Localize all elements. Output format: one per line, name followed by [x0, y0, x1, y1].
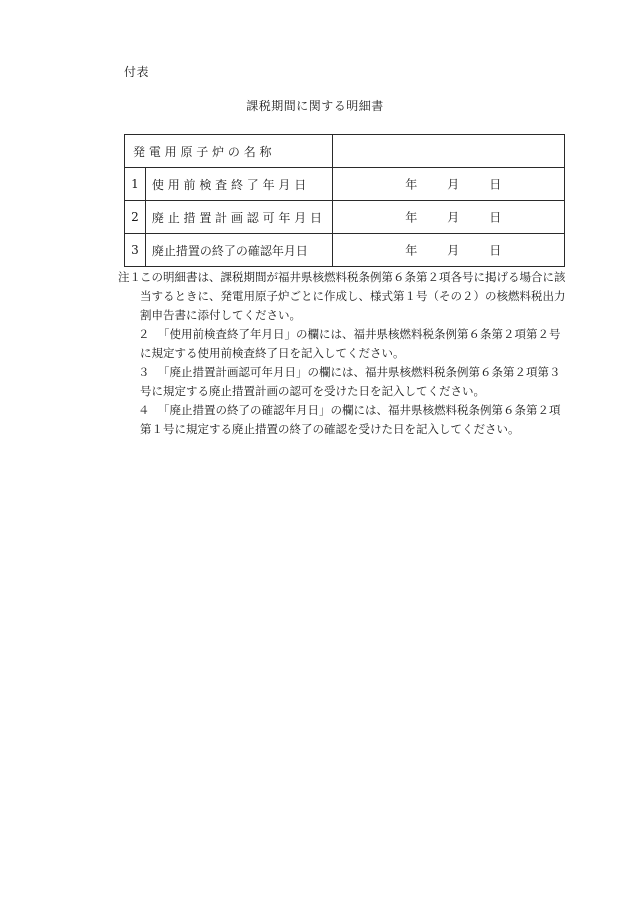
note-text: 「廃止措置の終了の確認年月日」の欄には、福井県核燃料税条例第６条第２項第１号に規定する廃止措置の終了の確認を受けた日を記入してください。 — [140, 403, 561, 436]
day-unit: 日 — [489, 243, 502, 258]
note-item — [118, 401, 568, 439]
reactor-name-label: 発 電 用 原 子 炉 の 名 称 — [125, 135, 333, 168]
note-number: 注１ — [118, 270, 141, 284]
day-unit: 日 — [489, 177, 502, 192]
row-number: 2 — [125, 201, 146, 234]
row-item-label: 廃止措置の終了の確認年月日 — [145, 234, 332, 267]
note-number: ４ — [138, 403, 150, 417]
note-text: 「廃止措置計画認可年月日」の欄には、福井県核燃料税条例第６条第２項第３号に規定する廃止措置計画の認可を受けた日を記入してください。 — [140, 365, 561, 398]
table-row — [125, 201, 565, 234]
row-item-label: 廃 止 措 置 計 画 認 可 年 月 日 — [145, 201, 332, 234]
year-unit: 年 — [405, 243, 418, 258]
note-text: 「使用前検査終了年月日」の欄には、福井県核燃料税条例第６条第２項第２号に規定する使用前検査終了日を記入してください。 — [140, 327, 561, 360]
month-unit: 月 — [447, 210, 460, 225]
detail-table — [124, 134, 565, 267]
document-title: 課税期間に関する明細書 — [246, 99, 384, 113]
year-unit: 年 — [405, 210, 418, 225]
date-field[interactable] — [333, 168, 565, 201]
table-header-row — [125, 135, 565, 168]
row-number: 3 — [125, 234, 146, 267]
day-unit: 日 — [489, 210, 502, 225]
table-row — [125, 168, 565, 201]
table-row — [125, 234, 565, 267]
year-unit: 年 — [405, 177, 418, 192]
note-number: ２ — [138, 327, 150, 341]
note-number: ３ — [138, 365, 150, 379]
note-item — [118, 363, 568, 401]
notes-section — [118, 268, 568, 439]
attachment-label: 付表 — [124, 65, 150, 79]
row-item-label: 使 用 前 検 査 終 了 年 月 日 — [145, 168, 332, 201]
row-number: 1 — [125, 168, 146, 201]
reactor-name-value[interactable] — [333, 135, 565, 168]
note-item — [118, 325, 568, 363]
note-text: この明細書は、課税期間が福井県核燃料税条例第６条第２項各号に掲げる場合に該当するときに、発電用原子炉ごとに作成し、様式第１号（その２）の核燃料税出力割申告書に添付してください。 — [140, 270, 566, 322]
note-item — [118, 268, 568, 325]
date-field[interactable] — [333, 234, 565, 267]
month-unit: 月 — [447, 177, 460, 192]
date-field[interactable] — [333, 201, 565, 234]
month-unit: 月 — [447, 243, 460, 258]
